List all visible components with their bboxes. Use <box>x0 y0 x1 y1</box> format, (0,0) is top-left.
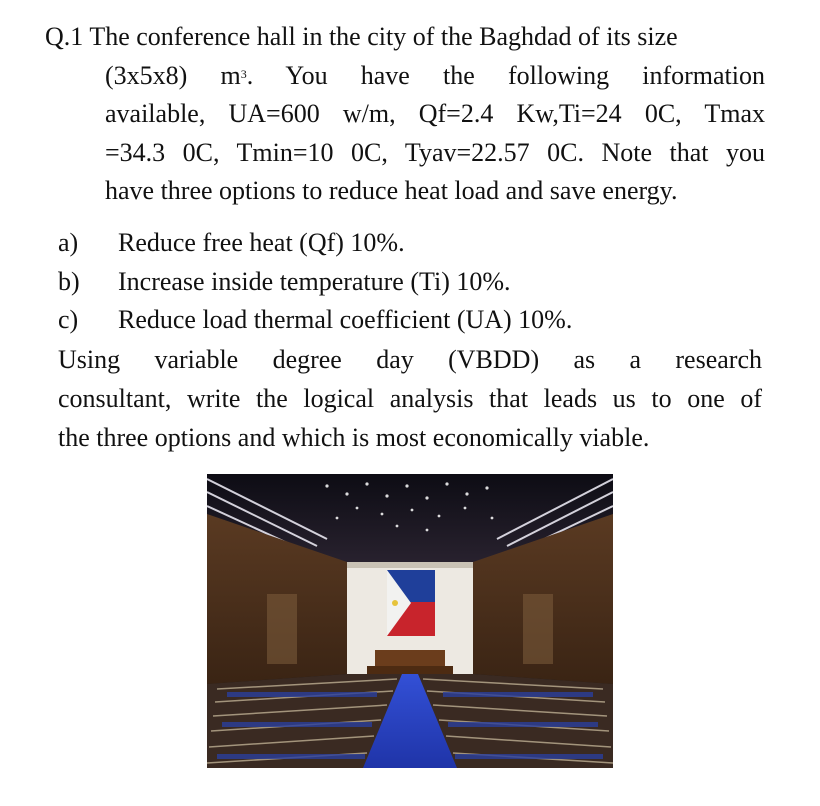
option-text: Reduce free heat (Qf) 10%. <box>118 228 405 257</box>
option-a <box>58 224 572 263</box>
option-b <box>58 263 572 302</box>
task-line-2: consultant, write the logical analysis that leads us to one of <box>58 384 762 413</box>
options-list <box>58 224 572 340</box>
question-text-line-2-rest: . You have the following information <box>246 60 765 90</box>
question-text-line-5: have three options to reduce heat load and save energy. <box>105 176 678 205</box>
option-letter: b) <box>58 266 80 296</box>
conference-hall-illustration <box>207 474 613 768</box>
question-text-line-1: The conference hall in the city of the Baghdad of its size <box>89 22 678 51</box>
option-letter: c) <box>58 305 79 334</box>
task-paragraph <box>58 340 762 457</box>
question-text-line-4: =34.3 0C, Tmin=10 0C, Tyav=22.57 0C. Note that you <box>105 137 765 167</box>
question-text-line-2 <box>105 57 765 96</box>
option-letter: a) <box>58 228 79 257</box>
task-line-1: Using variable degree day (VBDD) as a research <box>58 345 762 374</box>
question-line-1 <box>45 18 765 57</box>
question-text-line-3: available, UA=600 w/m, Qf=2.4 Kw,Ti=24 0C, Tmax <box>105 99 765 128</box>
option-text: Reduce load thermal coefficient (UA) 10%. <box>118 305 573 334</box>
option-c <box>58 301 572 340</box>
question-label: Q.1 <box>45 22 84 51</box>
question-size: (3x5x8) m <box>105 60 241 90</box>
question-size-exponent: 3 <box>240 66 247 81</box>
conference-hall-photo <box>207 474 613 768</box>
flag <box>387 570 435 636</box>
question-block <box>45 18 765 211</box>
option-text: Increase inside temperature (Ti) 10%. <box>118 266 511 296</box>
task-line-3: the three options and which is most economically viable. <box>58 423 650 452</box>
